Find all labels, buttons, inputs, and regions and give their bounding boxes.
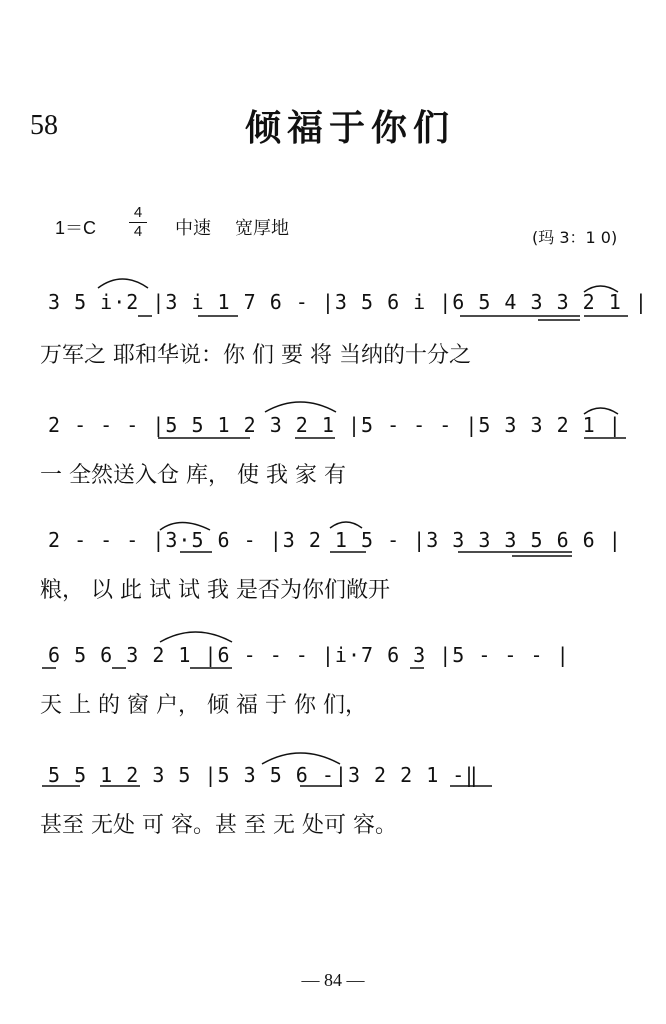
- page-number: — 84 —: [301, 970, 365, 990]
- song-number: 58: [30, 110, 58, 141]
- slur-mark: [584, 408, 618, 414]
- slur-mark: [584, 286, 618, 292]
- song-title: 倾福于你们: [245, 108, 456, 149]
- slur-mark: [265, 402, 336, 412]
- lyric-line-4: 天 上 的 窗 户， 倾 福 于 你 们，: [40, 693, 367, 718]
- scripture-reference: (玛 3：1 0): [532, 228, 618, 247]
- expression-marking: 宽厚地: [235, 218, 289, 239]
- notation-line-1: 3 5 i·2 |3 i 1 7 6 - |3 5 6 i |6 5 4 3 3 2 1 |: [48, 290, 648, 314]
- slur-mark: [98, 279, 148, 288]
- notation-line-5: 5 5 1 2 3 5 |5 3 5 6 -|3 2 2 1 -‖: [48, 763, 479, 787]
- tempo-marking: 中速: [175, 218, 211, 239]
- time-signature-top: 4: [129, 204, 147, 223]
- time-signature-bottom: 4: [133, 223, 143, 240]
- notation-line-4: 6 5 6 3 2 1 |6 - - - |i·7 6 3 |5 - - - |: [48, 643, 570, 667]
- lyric-line-1: 万军之 耶和华说：你 们 要 将 当纳的十分之: [40, 343, 471, 368]
- slur-mark: [160, 632, 232, 642]
- slur-mark: [160, 523, 210, 531]
- notation-line-3: 2 - - - |3·5 6 - |3 2 1 5 - |3 3 3 3 5 6 6 |: [48, 528, 622, 552]
- lyric-line-3: 粮， 以 此 试 试 我 是否为你们敞开: [40, 578, 390, 603]
- key-signature: 1＝C: [55, 218, 97, 238]
- lyric-line-5: 甚至 无处 可 容。甚 至 无 处可 容。: [40, 813, 397, 838]
- slur-mark: [330, 522, 362, 528]
- slur-mark: [262, 753, 340, 764]
- lyric-line-2: 一 全然送入仓 库， 使 我 家 有: [40, 463, 346, 488]
- notation-line-2: 2 - - - |5 5 1 2 3 2 1 |5 - - - |5 3 3 2 1 |: [48, 413, 622, 437]
